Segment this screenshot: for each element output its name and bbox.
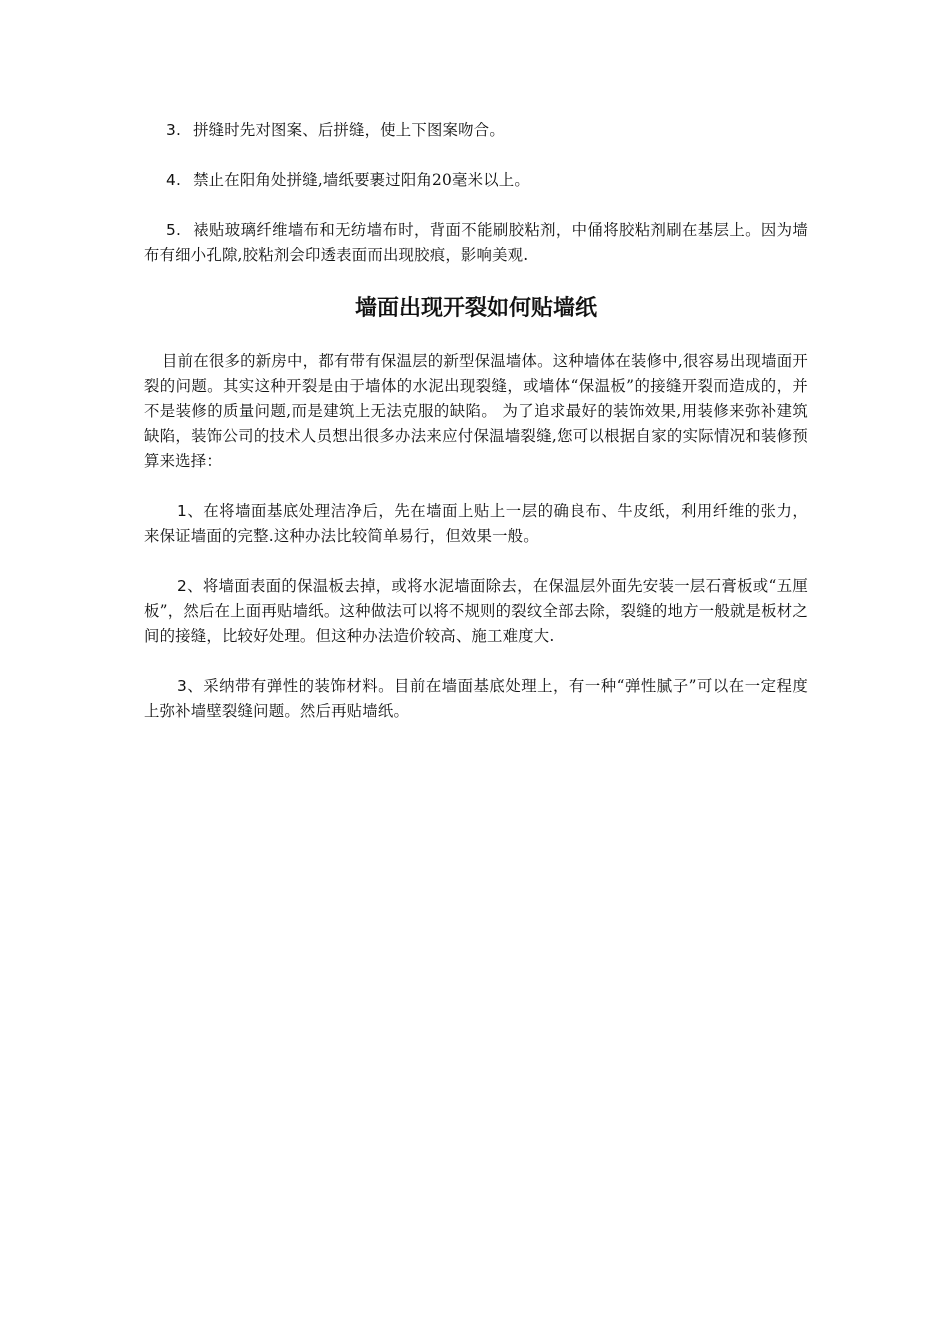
section-title: 墙面出现开裂如何贴墙纸	[354, 296, 597, 321]
method-text: 、在将墙面基底处理洁净后，先在墙面上贴上一层的确良布、牛皮纸，利用纤维的张力，来保证墙面的完整.这种办法比较简单易行，但效果一般。	[144, 502, 808, 545]
method-text: 、将墙面表面的保温板去掉，或将水泥墙面除去，在保温层外面先安装一层石膏板或“五厘板”，然后在上面再贴墙纸。这种做法可以将不规则的裂纹全部去除，裂缝的地方一般就是板材之间的接缝，比较好处理。但这种办法造价较高、施工难度大.	[144, 577, 808, 645]
list-text: 裱贴玻璃纤维墙布和无纺墙布时，背面不能刷胶粘剂，中俑将胶粘剂刷在基层上。因为墙布有细小孔隙,胶粘剂会印透表面而出现胶痕，影响美观.	[144, 221, 808, 264]
list-text: 拼缝时先对图案、后拼缝，使上下图案吻合。	[193, 121, 505, 139]
list-number: 5.	[166, 221, 182, 239]
document-page	[144, 118, 808, 749]
method-paragraph-2	[144, 574, 808, 649]
method-number: 1	[177, 502, 187, 520]
list-item-5	[144, 218, 808, 268]
method-number: 2	[177, 577, 187, 595]
list-item-4	[144, 168, 808, 193]
list-number: 3.	[166, 121, 182, 139]
method-paragraph-1	[144, 499, 808, 549]
method-paragraph-3	[144, 674, 808, 724]
list-text: 禁止在阳角处拼缝,墙纸要裹过阳角20毫米以上。	[193, 171, 530, 189]
method-text: 、采纳带有弹性的装饰材料。目前在墙面基底处理上，有一种“弹性腻子”可以在一定程度上弥补墙壁裂缝问题。然后再贴墙纸。	[144, 677, 808, 720]
method-number: 3	[177, 677, 187, 695]
intro-paragraph: 目前在很多的新房中，都有带有保温层的新型保温墙体。这种墙体在装修中,很容易出现墙面开裂的问题。其实这种开裂是由于墙体的水泥出现裂缝，或墙体“保温板”的接缝开裂而造成的，并不是装修的质量问题,而是建筑上无法克服的缺陷。 为了追求最好的装饰效果,用装修来弥补建筑缺陷，装饰公司的技术人员想出很多办法来应付保温墙裂缝,您可以根据自家的实际情况和装修预算来选择：	[144, 352, 808, 470]
list-number: 4.	[166, 171, 182, 189]
list-item-3	[144, 118, 808, 143]
